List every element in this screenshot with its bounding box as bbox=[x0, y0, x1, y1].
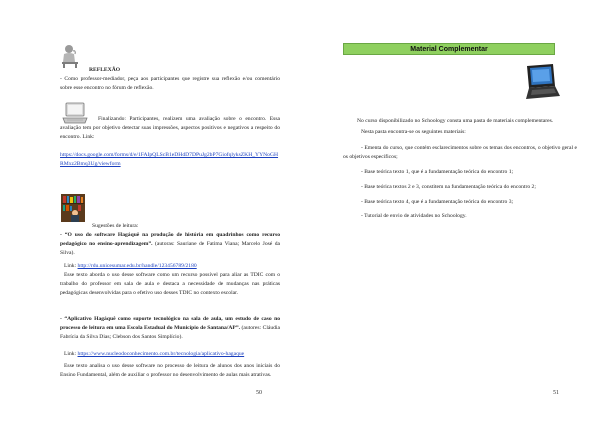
reading-item-2 bbox=[60, 315, 280, 342]
reading-item-2-link-line bbox=[64, 350, 244, 359]
thinking-person-icon bbox=[60, 44, 82, 68]
reading-item-2-link[interactable]: https://www.nucleodoconhecimento.com.br/tecnologia/aplicativo-hagaque bbox=[77, 351, 245, 357]
material-tutorial: - Tutorial de envio de atividades no Schoology. bbox=[361, 213, 467, 219]
material-complementar-banner: Material Complementar bbox=[343, 43, 555, 55]
reading-item-1-link-label: Link: bbox=[64, 263, 77, 269]
reflexao-title: REFLEXÃO bbox=[89, 67, 121, 73]
evaluation-form-link[interactable]: https://docs.google.com/forms/d/e/1FAIpQLScB1eDHdD7DPuJg2bP7GiofqlyksZKH_YYNoGHRMxz2Bmq3Ug/viewform bbox=[60, 152, 279, 167]
reading-item-2-authors: (autores: Cláudia Fabrícia da Silva Dias; Clebson dos Santos Simplício). bbox=[60, 325, 280, 340]
reading-item-1-title: - “O uso do software Hagáquê na produção de história em quadrinhos como recurso pedagógico no ensino-aprendizagem”. bbox=[60, 232, 280, 247]
material-base-4: - Base teórica texto 4, que é a fundamentação teórica do encontro 3; bbox=[361, 199, 514, 205]
material-ementa: - Ementa do curso, que contém esclarecimentos sobre os temas dos encontros, o objetivo geral e os objetivos específicos; bbox=[343, 145, 577, 160]
intro-text: No curso disponibilizado no Schoology consta uma pasta de materiais complementares. bbox=[357, 118, 554, 124]
finalizando-text bbox=[60, 115, 280, 142]
laptop-icon bbox=[521, 62, 561, 102]
folder-contents-intro: Nesta pasta encontra-se os seguintes materiais: bbox=[361, 129, 466, 135]
reading-item-1-description: Esse texto aborda o uso desse software como um recurso possível para aliar as TDIC com o trabalho do professor em sala de aula e destaca a necessidade de mudanças nas práticas pedagógicas desenvolvidas para o efetivo uso desses TDIC no contexto escolar. bbox=[60, 272, 280, 296]
reading-item-1-authors: (autoras: Sauriane de Fatima Viana; Marcelo José da Silva). bbox=[60, 241, 280, 256]
reading-item-2-link-label: Link: bbox=[64, 351, 77, 357]
reading-item-2-description: Esse texto analisa o uso desse software no processo de leitura de alunos dos anos iniciais do Ensino Fundamental, além de auxiliar o professor no desenvolvimento de aulas mais atrativas. bbox=[60, 363, 280, 378]
reading-item-1-link-line bbox=[64, 262, 197, 271]
material-base-1: - Base teórica texto 1, que é a fundamentação teórica do encontro 1; bbox=[361, 169, 514, 175]
bookshelf-icon bbox=[61, 194, 85, 222]
page-number-right: 51 bbox=[553, 390, 559, 396]
sugestoes-title: Sugestões de leitura: bbox=[92, 223, 139, 229]
reading-item-1-link[interactable]: http://rdu.unicesumar.edu.br/handle/123456789/2180 bbox=[77, 263, 197, 269]
finalizando-body: Finalizando: Participantes, realizem uma avaliação sobre o encontro. Essa avaliação tem por objetivo detectar suas impressões, aspectos positivos e negativos a respeito do encontro. Link: bbox=[60, 116, 280, 140]
reading-item-1 bbox=[60, 231, 280, 258]
page-number-left: 50 bbox=[256, 390, 262, 396]
reflexao-text: - Como professor-mediador, peça aos participantes que registre sua reflexão e/ou comentário sobre esse encontro no fórum de reflexão. bbox=[60, 76, 280, 91]
material-base-2-3: - Base teórica textos 2 e 3, constitem na fundamentação teórica do encontro 2; bbox=[361, 184, 536, 190]
reading-item-2-title: - “Aplicativo Hagáquê como suporte tecnológico na sala de aula, um estudo de caso no processo de leitura em uma Escola Estadual do Município de Santana/AP”. bbox=[60, 316, 280, 331]
